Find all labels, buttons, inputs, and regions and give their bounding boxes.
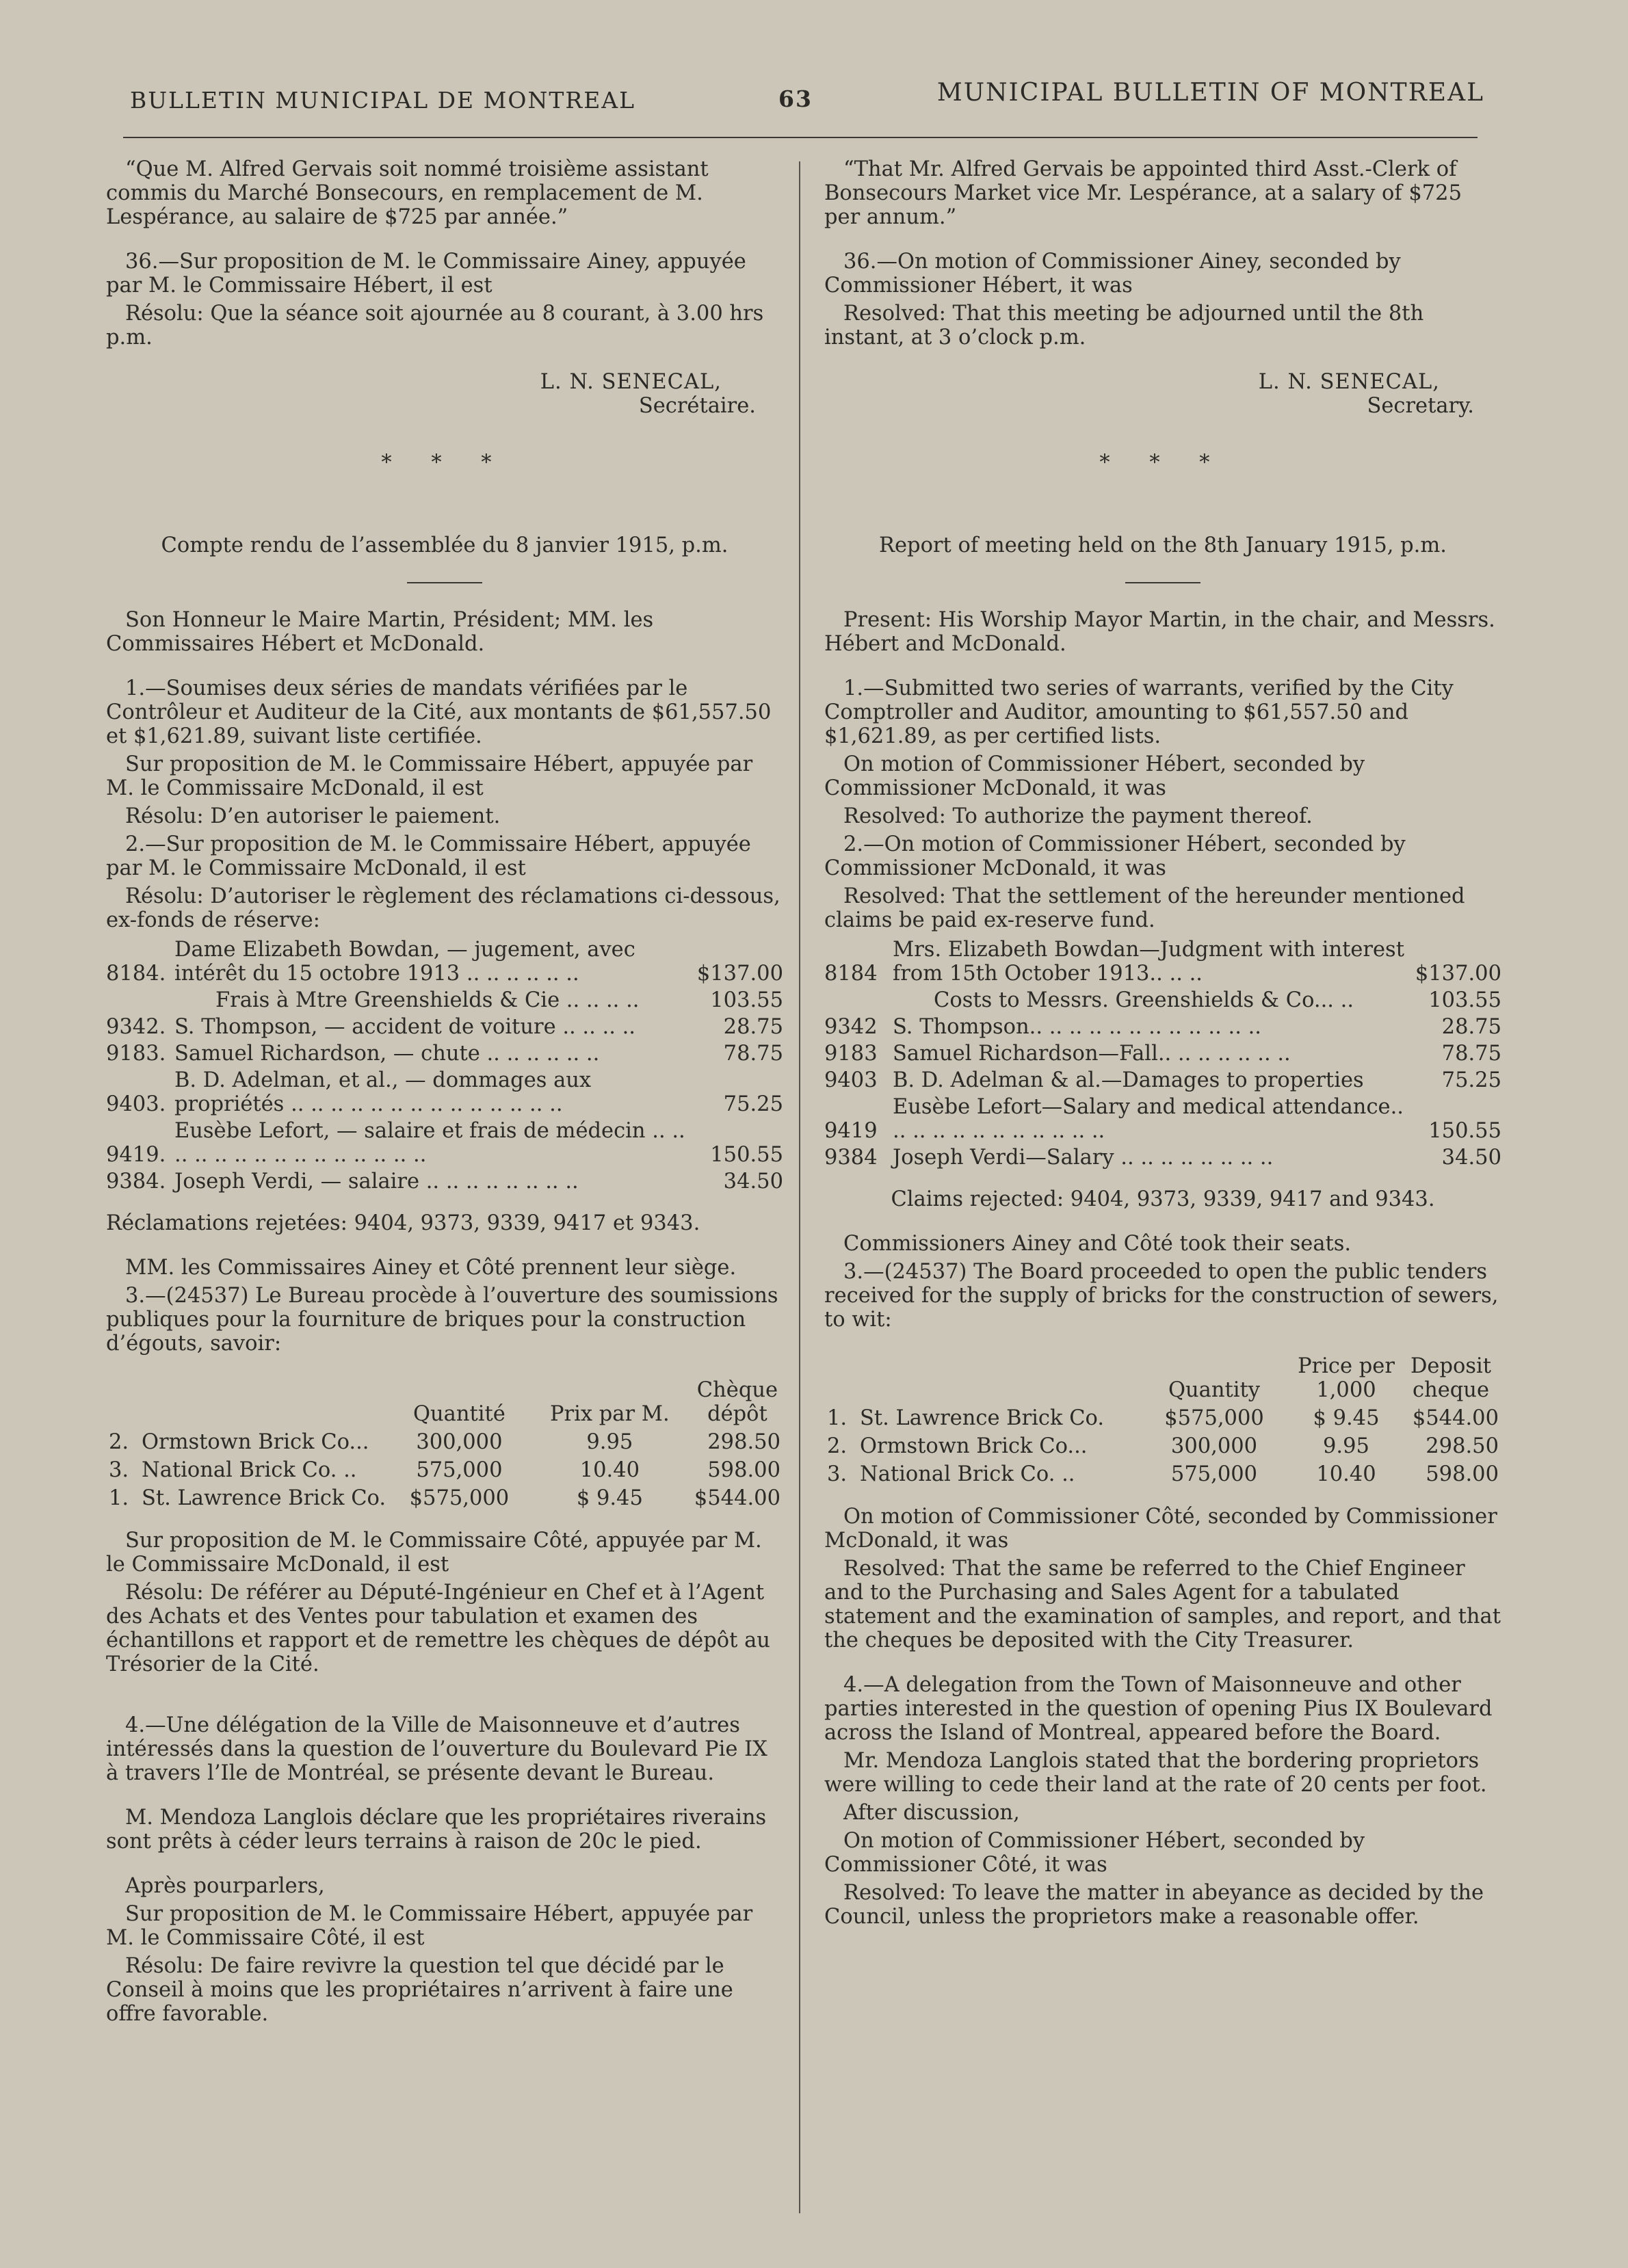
item-4-delegation: 4.—Une délégation de la Ville de Maisonneuve et d’autres intéressés dans la question de l’ouverture du Boulevard Pie IX à travers l’Ile de Montréal, se présente devant le Bureau. <box>106 1713 767 1785</box>
table-row: Costs to Messrs. Greenshields & Co... .. 103.55 <box>934 988 1501 1012</box>
table-row: 1. St. Lawrence Brick Co. $575,000 $ 9.45 $544.00 <box>109 1486 780 1510</box>
item-4-discussion: Après pourparlers, <box>125 1874 325 1898</box>
report-title: Compte rendu de l’assemblée du 8 janvier 1915, p.m. <box>161 533 728 557</box>
table-header-row <box>824 1352 1501 1404</box>
table-row: 2. Ormstown Brick Co... 300,000 9.95 298.50 <box>827 1434 1499 1458</box>
report-title: Report of meeting held on the 8th January 1915, p.m. <box>879 533 1447 557</box>
table-row: 9183. Samuel Richardson, — chute .. .. .. .. .. .. 78.75 <box>106 1042 783 1066</box>
item-1-resolution: Resolved: To authorize the payment thereof. <box>843 804 1313 828</box>
item-36-motion: 36.—On motion of Commissioner Ainey, seconded by Commissioner Hébert, it was <box>824 250 1401 298</box>
claims-rejected: Réclamations rejetées: 9404, 9373, 9339, 9417 et 9343. <box>106 1211 700 1235</box>
item-3-resolution: Resolved: That the same be referred to the Chief Engineer and to the Purchasing and Sales Agent for a tabulated statement and the examination of samples, and report, and that the cheques be deposited with the City Treasurer. <box>824 1557 1501 1652</box>
item-1-motion: Sur proposition de M. le Commissaire Hébert, appuyée par M. le Commissaire McDonald, il est <box>106 752 753 800</box>
item-36-motion: 36.—Sur proposition de M. le Commissaire Ainey, appuyée par M. le Commissaire Hébert, il est <box>106 250 746 298</box>
claims-table <box>106 936 783 1195</box>
signature-name: L. N. SENECAL, <box>540 370 722 394</box>
item-2-resolution: Resolved: That the settlement of the hereunder mentioned claims be paid ex-reserve fund. <box>824 884 1465 932</box>
item-2-motion: 2.—Sur proposition de M. le Commissaire Hébert, appuyée par M. le Commissaire McDonald, il est <box>106 832 751 880</box>
claims-table <box>824 936 1501 1171</box>
table-row: 9342 S. Thompson.. .. .. .. .. .. .. .. .. .. .. .. 28.75 <box>824 1015 1501 1039</box>
header-title-english: MUNICIPAL BULLETIN OF MONTREAL <box>936 79 1484 107</box>
column-divider <box>799 161 800 2213</box>
table-row: 9403 B. D. Adelman & al.—Damages to properties 75.25 <box>824 1068 1501 1092</box>
item-36-resolution: Resolved: That this meeting be adjourned until the 8th instant, at 3 o’clock p.m. <box>824 302 1424 350</box>
header-rule <box>123 137 1478 138</box>
column-header-quantity: Quantity <box>1168 1378 1260 1402</box>
item-3-resolution: Résolu: De référer au Député-Ingénieur en Chef et à l’Agent des Achats et des Ventes pour tabulation et examen des échantillons et rapport et de remettre les chèques de dépôt au Trésorier de la Cité. <box>106 1581 770 1676</box>
signature-title: Secretary. <box>1367 394 1474 418</box>
item-1-resolution: Résolu: D’en autoriser le paiement. <box>125 804 501 828</box>
column-header-quantity: Quantité <box>413 1402 506 1426</box>
item-1-motion: On motion of Commissioner Hébert, seconded by Commissioner McDonald, it was <box>824 752 1365 800</box>
table-row: 3. National Brick Co. .. 575,000 10.40 598.00 <box>827 1462 1499 1486</box>
table-header-row <box>106 1376 783 1428</box>
table-row: 8184 Mrs. Elizabeth Bowdan—Judgment with interest from 15th October 1913.. .. .. $137.00 <box>824 938 1501 986</box>
title-rule <box>407 582 482 583</box>
table-row: 9342. S. Thompson, — accident de voiture .. .. .. .. 28.75 <box>106 1015 783 1039</box>
item-3-motion: On motion of Commissioner Côté, seconded by Commissioner McDonald, it was <box>824 1505 1497 1553</box>
table-row: 9419. Eusèbe Lefort, — salaire et frais de médecin .. .. .. .. .. .. .. .. .. .. .. .. .. .. .. 150.55 <box>106 1119 783 1167</box>
column-header-price: Prix par M. <box>550 1402 670 1426</box>
item-1-warrants: 1.—Submitted two series of warrants, verified by the City Comptroller and Auditor, amounting to $61,557.50 and $1,621.89, as per certified lists. <box>824 676 1454 748</box>
table-row: 9419 Eusèbe Lefort—Salary and medical attendance.. .. .. .. .. .. .. .. .. .. .. .. 150.55 <box>824 1095 1501 1143</box>
present-members: Present: His Worship Mayor Martin, in the chair, and Messrs. Hébert and McDonald. <box>824 608 1495 656</box>
commissioners-seated: MM. les Commissaires Ainey et Côté prennent leur siège. <box>125 1256 737 1280</box>
section-separator: * * * <box>381 451 508 475</box>
column-header-deposit: Chèque dépôt <box>696 1378 778 1426</box>
french-column <box>106 157 783 2030</box>
table-row: 2. Ormstown Brick Co... 300,000 9.95 298.50 <box>109 1430 780 1454</box>
page-header <box>123 79 1484 120</box>
table-row: 9403. B. D. Adelman, et al., — dommages aux propriétés .. .. .. .. .. .. .. .. .. .. .. .. .. .. 75.25 <box>106 1068 783 1116</box>
item-1-warrants: 1.—Soumises deux séries de mandats vérifiées par le Contrôleur et Auditeur de la Cité, aux montants de $61,557.50 et $1,621.89, suivant liste certifiée. <box>106 676 772 748</box>
item-4-resolution: Résolu: De faire revivre la question tel que décidé par le Conseil à moins que les propriétaires n’arrivent à faire une offre favorable. <box>106 1954 733 2026</box>
item-4-resolution: Resolved: To leave the matter in abeyance as decided by the Council, unless the proprietors make a reasonable offer. <box>824 1881 1484 1929</box>
section-separator: * * * <box>1099 451 1226 475</box>
column-header-price: Price per 1,000 <box>1298 1354 1395 1402</box>
table-row: Frais à Mtre Greenshields & Cie .. .. .. .. 103.55 <box>215 988 783 1012</box>
table-row: 9384. Joseph Verdi, — salaire .. .. .. .. .. .. .. .. 34.50 <box>106 1170 783 1194</box>
table-row: 8184. Dame Elizabeth Bowdan, — jugement, avec intérêt du 15 octobre 1913 .. .. .. .. .. .. $137.00 <box>106 938 783 986</box>
table-row: 3. National Brick Co. .. 575,000 10.40 598.00 <box>109 1458 780 1482</box>
item-4-motion: Sur proposition de M. le Commissaire Hébert, appuyée par M. le Commissaire Côté, il est <box>106 1902 753 1950</box>
item-2-motion: 2.—On motion of Commissioner Hébert, seconded by Commissioner McDonald, it was <box>824 832 1406 880</box>
signature-name: L. N. SENECAL, <box>1258 370 1440 394</box>
page-number: 63 <box>778 85 813 112</box>
title-rule <box>1125 582 1200 583</box>
english-column <box>824 157 1501 1933</box>
column-header-deposit: Deposit cheque <box>1410 1354 1492 1402</box>
item-4-langlois: Mr. Mendoza Langlois stated that the bordering proprietors were willing to cede their land at the rate of 20 cents per foot. <box>824 1749 1487 1797</box>
signature-title: Secrétaire. <box>638 394 756 418</box>
item-4-delegation: 4.—A delegation from the Town of Maisonneuve and other parties interested in the question of opening Pius IX Boulevard across the Island of Montreal, appeared before the Board. <box>824 1673 1493 1745</box>
item-4-motion: On motion of Commissioner Hébert, seconded by Commissioner Côté, it was <box>824 1829 1365 1877</box>
item-3-tenders: 3.—(24537) Le Bureau procède à l’ouverture des soumissions publiques pour la fourniture de briques pour la construction d’égouts, savoir: <box>106 1284 778 1356</box>
item-4-discussion: After discussion, <box>843 1801 1020 1825</box>
item-4-langlois: M. Mendoza Langlois déclare que les propriétaires riverains sont prêts à céder leurs terrains à raison de 20c le pied. <box>106 1806 767 1854</box>
item-2-resolution: Résolu: D’autoriser le règlement des réclamations ci-dessous, ex-fonds de réserve: <box>106 884 780 932</box>
item-3-motion: Sur proposition de M. le Commissaire Côté, appuyée par M. le Commissaire McDonald, il est <box>106 1529 762 1577</box>
table-row: 9183 Samuel Richardson—Fall.. .. .. .. .. .. .. 78.75 <box>824 1042 1501 1066</box>
gervais-appointment: “That Mr. Alfred Gervais be appointed third Asst.-Clerk of Bonsecours Market vice Mr. Lespérance, at a salary of $725 per annum.” <box>824 157 1462 229</box>
table-row: 1. St. Lawrence Brick Co. $575,000 $ 9.45 $544.00 <box>827 1406 1499 1430</box>
claims-rejected: Claims rejected: 9404, 9373, 9339, 9417 and 9343. <box>891 1187 1435 1211</box>
header-title-french: BULLETIN MUNICIPAL DE MONTREAL <box>130 87 636 114</box>
item-36-resolution: Résolu: Que la séance soit ajournée au 8 courant, à 3.00 hrs p.m. <box>106 302 764 350</box>
table-row: 9384 Joseph Verdi—Salary .. .. .. .. .. .. .. .. 34.50 <box>824 1146 1501 1170</box>
tenders-table <box>824 1352 1501 1488</box>
gervais-appointment: “Que M. Alfred Gervais soit nommé troisième assistant commis du Marché Bonsecours, en remplacement de M. Lespérance, au salaire de $725 par année.” <box>106 157 709 229</box>
present-members: Son Honneur le Maire Martin, Président; MM. les Commissaires Hébert et McDonald. <box>106 608 654 656</box>
item-3-tenders: 3.—(24537) The Board proceeded to open the public tenders received for the supply of bricks for the construction of sewers, to wit: <box>824 1260 1499 1332</box>
tenders-table <box>106 1376 783 1512</box>
commissioners-seated: Commissioners Ainey and Côté took their seats. <box>843 1232 1352 1256</box>
